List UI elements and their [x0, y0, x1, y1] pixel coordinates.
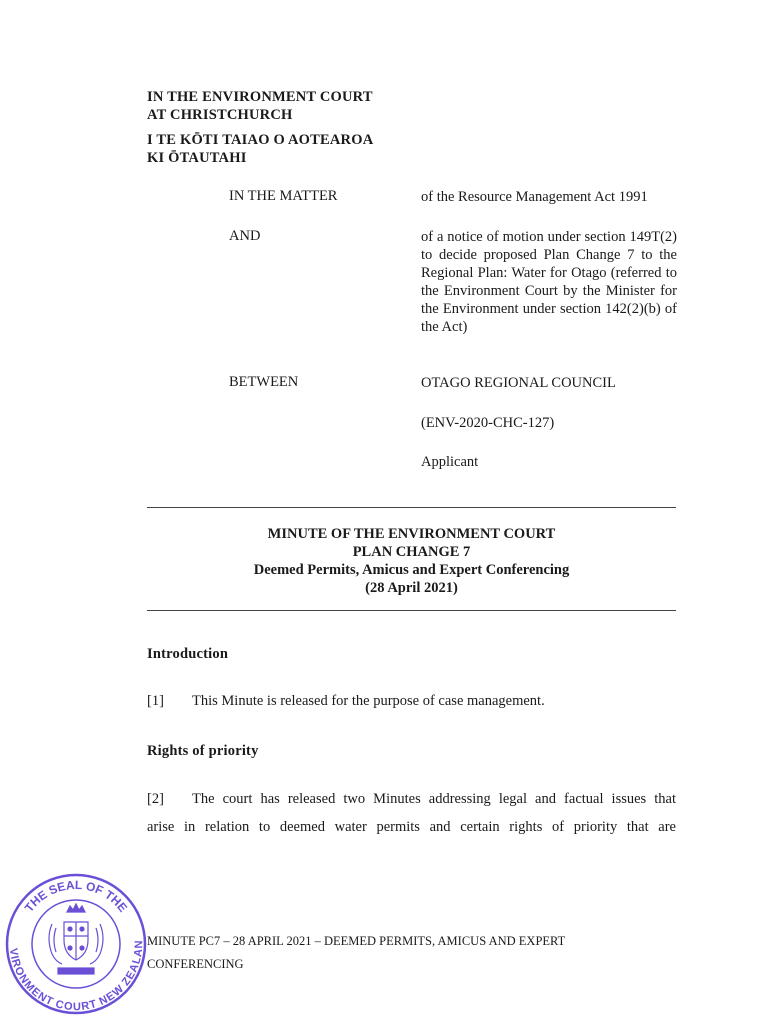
paragraph-number: [2]: [147, 791, 164, 807]
paragraph-text: This Minute is released for the purpose of case management.: [192, 693, 545, 709]
court-name-maori-line: I TE KŌTI TAIAO O AOTEAROA: [147, 132, 374, 148]
and-label: AND: [229, 228, 261, 244]
paragraph-text-line-2: arise in relation to deemed water permits and certain rights of priority that are: [147, 819, 676, 835]
section-heading-introduction: Introduction: [147, 646, 229, 662]
title-line-3: Deemed Permits, Amicus and Expert Conferencing: [253, 562, 570, 578]
minute-title: [147, 525, 676, 597]
court-seal: [4, 872, 148, 1016]
between-label: BETWEEN: [229, 374, 299, 390]
matter-value: of the Resource Management Act 1991: [421, 189, 648, 205]
party-name: OTAGO REGIONAL COUNCIL: [421, 375, 616, 391]
footer-line-2: CONFERENCING: [147, 957, 244, 971]
court-location-maori-line: KI ŌTAUTAHI: [147, 150, 247, 166]
footer-line-1: MINUTE PC7 – 28 APRIL 2021 – DEEMED PERMITS, AMICUS AND EXPERT: [147, 934, 566, 948]
title-line-2: PLAN CHANGE 7: [352, 544, 471, 560]
section-heading-rights-of-priority: Rights of priority: [147, 743, 259, 759]
coat-of-arms-icon: [49, 904, 103, 974]
divider-top: [147, 507, 676, 508]
seal-bottom-text: VIRONMENT COURT NEW ZEALAN: [6, 940, 146, 1014]
matter-label: IN THE MATTER: [229, 188, 338, 204]
court-location-line: AT CHRISTCHURCH: [147, 107, 293, 123]
divider-bottom: [147, 610, 676, 611]
court-seal-graphic: [4, 872, 148, 1016]
title-line-1: MINUTE OF THE ENVIRONMENT COURT: [267, 526, 556, 542]
case-number: (ENV-2020-CHC-127): [421, 415, 555, 431]
paragraph-text-line-1: The court has released two Minutes addressing legal and factual issues that: [192, 791, 676, 807]
page-footer: [147, 930, 627, 976]
court-header-maori: [147, 131, 373, 167]
party-role: Applicant: [421, 454, 479, 470]
paragraph-number: [1]: [147, 693, 164, 709]
title-line-4: (28 April 2021): [365, 580, 458, 596]
court-header: [147, 88, 373, 124]
and-value: of a notice of motion under section 149T(2) to decide proposed Plan Change 7 to the Regional Plan: Water for Otago (referred to the Environment Court by the Minister for the Environment under section 142(2)(b) of the Act): [421, 229, 677, 335]
court-name-line: IN THE ENVIRONMENT COURT: [147, 89, 373, 105]
seal-top-text: THE SEAL OF THE: [21, 877, 131, 915]
